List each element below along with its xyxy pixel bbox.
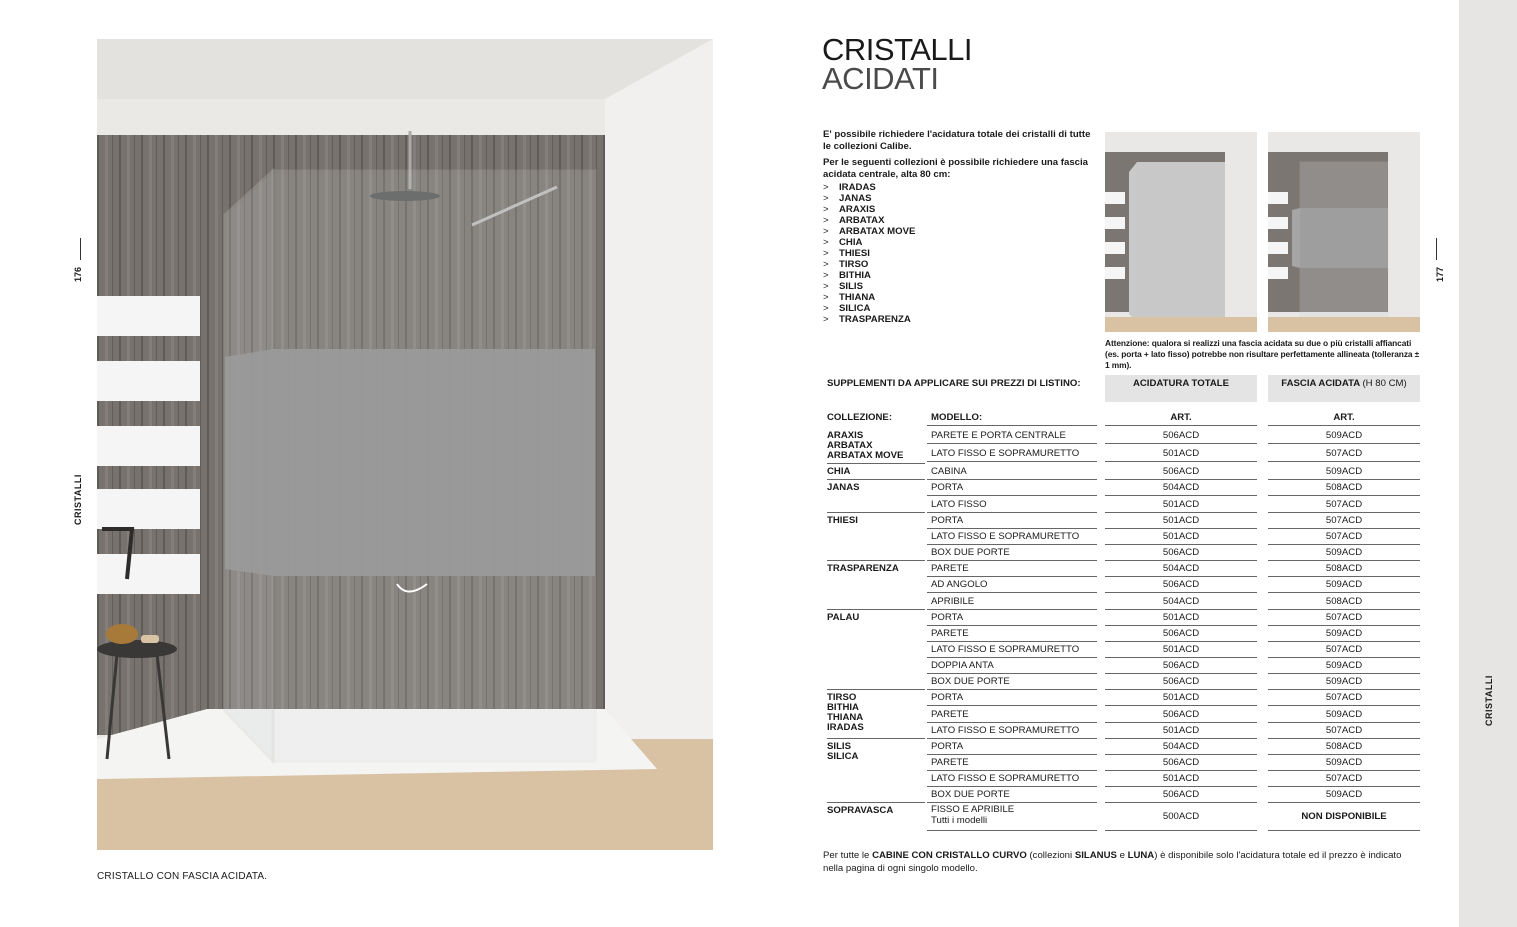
photo-caption: CRISTALLO CON FASCIA ACIDATA. <box>97 871 268 882</box>
model-cell: PARETE <box>927 707 1097 723</box>
model-cell: AD ANGOLO <box>927 577 1097 593</box>
model-cell: APRIBILE <box>927 594 1097 610</box>
list-item: > TRASPARENZA <box>823 314 911 325</box>
collection-cell: THIESI <box>827 514 858 526</box>
art-total-cell: 506ACD <box>1105 428 1257 444</box>
model-cell: PORTA <box>927 610 1097 626</box>
art-total-cell: 501ACD <box>1105 642 1257 658</box>
collection-cell: CHIA <box>827 466 851 478</box>
model-cell: LATO FISSO E SOPRAMURETTO <box>927 642 1097 658</box>
model-cell: LATO FISSO E SOPRAMURETTO <box>927 446 1097 462</box>
model-cell: LATO FISSO <box>927 497 1097 513</box>
art-band-cell: 507ACD <box>1268 642 1420 658</box>
list-item: > ARBATAX MOVE <box>823 226 916 237</box>
art-total-cell: 501ACD <box>1105 690 1257 706</box>
art-band-cell: 509ACD <box>1268 545 1420 561</box>
section-label-left: CRISTALLI <box>73 474 83 525</box>
list-item: > JANAS <box>823 193 872 204</box>
list-item: > CHIA <box>823 237 863 248</box>
model-cell: PARETE <box>927 755 1097 771</box>
list-item: > ARBATAX <box>823 215 885 226</box>
thumbnail-total-frosting <box>1105 132 1257 332</box>
model-cell: LATO FISSO E SOPRAMURETTO <box>927 723 1097 739</box>
header-art-total: ART. <box>1105 410 1257 426</box>
art-band-cell: 509ACD <box>1268 428 1420 444</box>
model-cell: PARETE E PORTA CENTRALE <box>927 428 1097 444</box>
page-number-rule-left <box>80 238 81 260</box>
art-total-cell: 506ACD <box>1105 755 1257 771</box>
list-item: > TIRSO <box>823 259 869 270</box>
art-total-cell: 501ACD <box>1105 529 1257 545</box>
table-row <box>823 529 1423 545</box>
table-row <box>823 561 1423 577</box>
model-cell: BOX DUE PORTE <box>927 787 1097 803</box>
table-row <box>823 464 1423 480</box>
collection-cell: TRASPARENZA <box>827 563 899 575</box>
art-band-cell: 509ACD <box>1268 464 1420 480</box>
art-total-cell: 504ACD <box>1105 739 1257 755</box>
art-band-cell: 507ACD <box>1268 497 1420 513</box>
column-header-total: ACIDATURA TOTALE <box>1105 375 1257 402</box>
shower-photo <box>97 39 713 850</box>
art-total-cell: 506ACD <box>1105 577 1257 593</box>
art-total-cell: 501ACD <box>1105 771 1257 787</box>
art-total-cell: 506ACD <box>1105 626 1257 642</box>
model-cell: PORTA <box>927 480 1097 496</box>
page-number-rule-right <box>1436 238 1437 260</box>
header-art-band: ART. <box>1268 410 1420 426</box>
art-total-cell: 506ACD <box>1105 707 1257 723</box>
collection-cell: ARAXIS ARBATAX ARBATAX MOVE <box>827 430 904 461</box>
art-band-cell: 507ACD <box>1268 513 1420 529</box>
side-strip <box>1459 0 1517 927</box>
model-cell: BOX DUE PORTE <box>927 545 1097 561</box>
art-band-cell: 507ACD <box>1268 771 1420 787</box>
table-row <box>823 658 1423 674</box>
art-total-cell: 504ACD <box>1105 561 1257 577</box>
art-band-cell: 507ACD <box>1268 690 1420 706</box>
art-band-cell: 509ACD <box>1268 755 1420 771</box>
list-item: > ARAXIS <box>823 204 876 215</box>
art-total-cell: 501ACD <box>1105 497 1257 513</box>
table-row <box>823 707 1423 723</box>
art-band-cell: 507ACD <box>1268 529 1420 545</box>
art-band-cell: 509ACD <box>1268 674 1420 690</box>
collection-cell: SILIS SILICA <box>827 740 859 762</box>
art-total-cell: 506ACD <box>1105 464 1257 480</box>
art-total-cell: 500ACD <box>1105 803 1257 831</box>
art-band-cell: 509ACD <box>1268 707 1420 723</box>
table-row <box>823 545 1423 561</box>
art-band-cell: 509ACD <box>1268 626 1420 642</box>
table-row <box>823 446 1423 462</box>
art-band-cell: 508ACD <box>1268 594 1420 610</box>
art-band-cell: NON DISPONIBILE <box>1268 803 1420 831</box>
model-cell: LATO FISSO E SOPRAMURETTO <box>927 771 1097 787</box>
art-band-cell: 508ACD <box>1268 480 1420 496</box>
collection-cell: TIRSO BITHIA THIANA IRADAS <box>827 692 864 734</box>
section-label-right: CRISTALLI <box>1484 675 1494 726</box>
art-total-cell: 504ACD <box>1105 594 1257 610</box>
page-title: CRISTALLI <box>822 32 972 67</box>
table-row <box>823 577 1423 593</box>
art-total-cell: 506ACD <box>1105 658 1257 674</box>
header-modello: MODELLO: <box>927 410 1097 426</box>
attention-note: Attenzione: qualora si realizzi una fascia acidata su due o più cristalli affiancati (es. porta + lato fisso) potrebbe non risultare perfettamente allineata (tolleranza ± 1 mm). <box>1105 338 1420 370</box>
art-total-cell: 504ACD <box>1105 480 1257 496</box>
list-item: > BITHIA <box>823 270 871 281</box>
list-item: > THIANA <box>823 292 876 303</box>
collection-list <box>823 182 915 325</box>
intro-paragraph-1: E' possibile richiedere l'acidatura totale dei cristalli di tutte le collezioni Calibe. <box>823 129 1091 152</box>
footnote: Per tutte le CABINE CON CRISTALLO CURVO (collezioni SILANUS e LUNA) è disponibile solo l'acidatura totale ed il prezzo è indicato nella pagina di ogni singolo modello. <box>823 850 1402 874</box>
model-cell: PORTA <box>927 690 1097 706</box>
table-row <box>823 513 1423 529</box>
table-row <box>823 723 1423 739</box>
supplements-label: SUPPLEMENTI DA APPLICARE SUI PREZZI DI LISTINO: <box>827 378 1081 389</box>
art-band-cell: 509ACD <box>1268 787 1420 803</box>
table-row <box>823 594 1423 610</box>
table-row <box>823 771 1423 787</box>
table-row <box>823 803 1423 827</box>
collection-cell: SOPRAVASCA <box>827 805 894 817</box>
shower-illustration <box>97 39 713 850</box>
art-band-cell: 508ACD <box>1268 739 1420 755</box>
table-row <box>823 642 1423 658</box>
art-band-cell: 507ACD <box>1268 610 1420 626</box>
table-header-row <box>823 410 1423 426</box>
model-cell: PARETE <box>927 626 1097 642</box>
intro-text <box>823 129 1093 185</box>
intro-paragraph-2: Per le seguenti collezioni è possibile richiedere una fascia acidata centrale, alta 80 cm: <box>823 157 1088 180</box>
art-band-cell: 507ACD <box>1268 446 1420 462</box>
art-band-cell: 508ACD <box>1268 561 1420 577</box>
model-cell: PORTA <box>927 739 1097 755</box>
art-band-cell: 509ACD <box>1268 658 1420 674</box>
list-item: > SILIS <box>823 281 863 292</box>
table-row <box>823 626 1423 642</box>
model-cell: PORTA <box>927 513 1097 529</box>
art-total-cell: 501ACD <box>1105 610 1257 626</box>
list-item: > IRADAS <box>823 182 876 193</box>
page-number-right: 177 <box>1435 266 1445 282</box>
art-total-cell: 501ACD <box>1105 513 1257 529</box>
page-number-left: 176 <box>73 266 83 282</box>
thumbnail-frosted-band <box>1268 132 1420 332</box>
table-row <box>823 610 1423 626</box>
model-cell: LATO FISSO E SOPRAMURETTO <box>927 529 1097 545</box>
model-cell: DOPPIA ANTA <box>927 658 1097 674</box>
header-collezione: COLLEZIONE: <box>827 412 893 423</box>
collection-cell: PALAU <box>827 611 860 623</box>
list-item: > THIESI <box>823 248 870 259</box>
table-row <box>823 674 1423 690</box>
table-row <box>823 497 1423 513</box>
table-row <box>823 480 1423 496</box>
art-band-cell: 509ACD <box>1268 577 1420 593</box>
table-row <box>823 787 1423 803</box>
collection-cell: JANAS <box>827 482 860 494</box>
art-total-cell: 501ACD <box>1105 446 1257 462</box>
glass-enclosure <box>225 171 595 761</box>
page-subtitle: ACIDATI <box>822 61 939 96</box>
art-total-cell: 506ACD <box>1105 787 1257 803</box>
table-row <box>823 739 1423 762</box>
model-cell: CABINA <box>927 464 1097 480</box>
art-total-cell: 506ACD <box>1105 545 1257 561</box>
model-cell: PARETE <box>927 561 1097 577</box>
table-row <box>823 755 1423 771</box>
model-cell: BOX DUE PORTE <box>927 674 1097 690</box>
list-item: > SILICA <box>823 303 871 314</box>
art-band-cell: 507ACD <box>1268 723 1420 739</box>
model-cell: FISSO E APRIBILE Tutti i modelli <box>927 803 1097 831</box>
column-header-band: FASCIA ACIDATA (H 80 CM) <box>1268 375 1420 402</box>
art-total-cell: 501ACD <box>1105 723 1257 739</box>
art-total-cell: 506ACD <box>1105 674 1257 690</box>
